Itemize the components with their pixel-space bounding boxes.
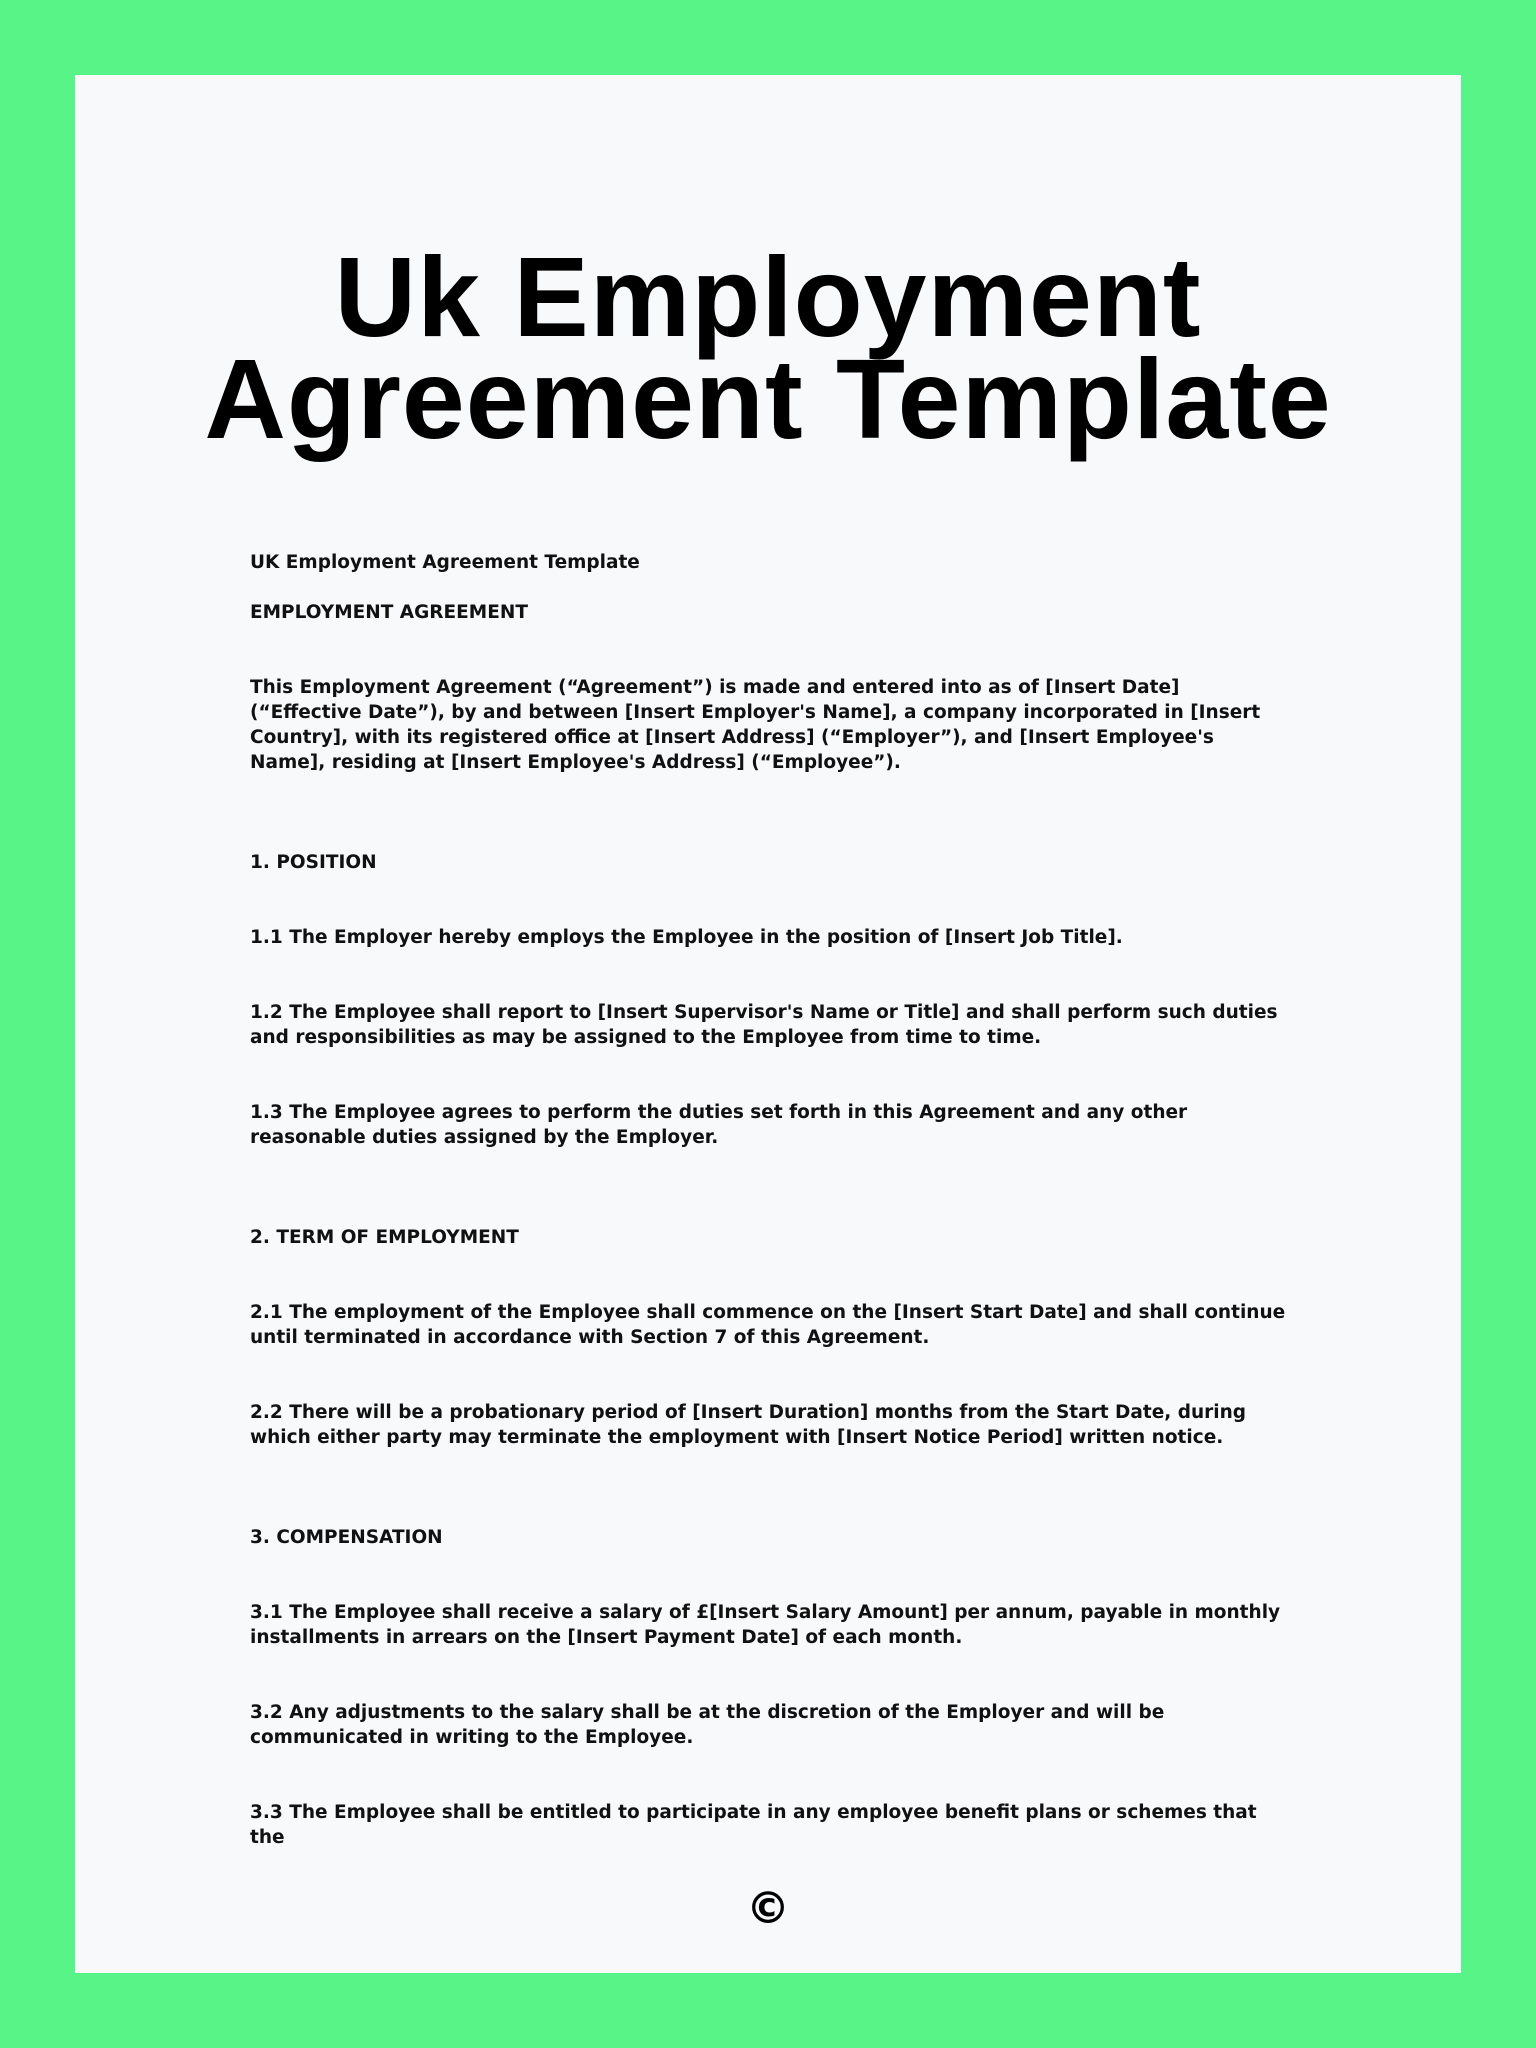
clause: 2.2 There will be a probationary period of [Insert Duration] months from the Start Date, during which either party may terminate the employment with [Insert Notice Period] written notice. <box>250 1402 1247 1448</box>
clause: 3.3 The Employee shall be entitled to participate in any employee benefit plans or schemes that the <box>250 1802 1257 1848</box>
document-page <box>75 75 1461 1973</box>
clause: 1.1 The Employer hereby employs the Employee in the position of [Insert Job Title]. <box>250 927 1123 948</box>
clause: 3.2 Any adjustments to the salary shall be at the discretion of the Employer and will be communicated in writing to the Employee. <box>250 1702 1165 1748</box>
agreement-heading: EMPLOYMENT AGREEMENT <box>250 602 528 623</box>
page-title: Uk Employment Agreement Template <box>204 234 1332 462</box>
clause: 1.3 The Employee agrees to perform the duties set forth in this Agreement and any other reasonable duties assigned by the Employer. <box>250 1102 1188 1148</box>
intro-paragraph: This Employment Agreement (“Agreement”) is made and entered into as of [Insert Date] (“Effective Date”), by and between [Insert Employer's Name], a company incorporated in [Insert Country], with its registered office at [Insert Address] (“Employer”), and [Insert Employee's Name], residing at [Insert Employee's Address] (“Employee”). <box>250 677 1261 773</box>
section-heading: 3. COMPENSATION <box>250 1527 443 1548</box>
section-heading: 2. TERM OF EMPLOYMENT <box>250 1227 519 1248</box>
clause: 2.1 The employment of the Employee shall commence on the [Insert Start Date] and shall continue until terminated in accordance with Section 7 of this Agreement. <box>250 1302 1286 1348</box>
clause: 1.2 The Employee shall report to [Insert Supervisor's Name or Title] and shall perform such duties and responsibilities as may be assigned to the Employee from time to time. <box>250 1002 1278 1048</box>
clause: 3.1 The Employee shall receive a salary of £[Insert Salary Amount] per annum, payable in monthly installments in arrears on the [Insert Payment Date] of each month. <box>250 1602 1281 1648</box>
copyright-icon: © <box>746 1883 790 1934</box>
doc-heading: UK Employment Agreement Template <box>250 552 640 573</box>
section-heading: 1. POSITION <box>250 852 377 873</box>
